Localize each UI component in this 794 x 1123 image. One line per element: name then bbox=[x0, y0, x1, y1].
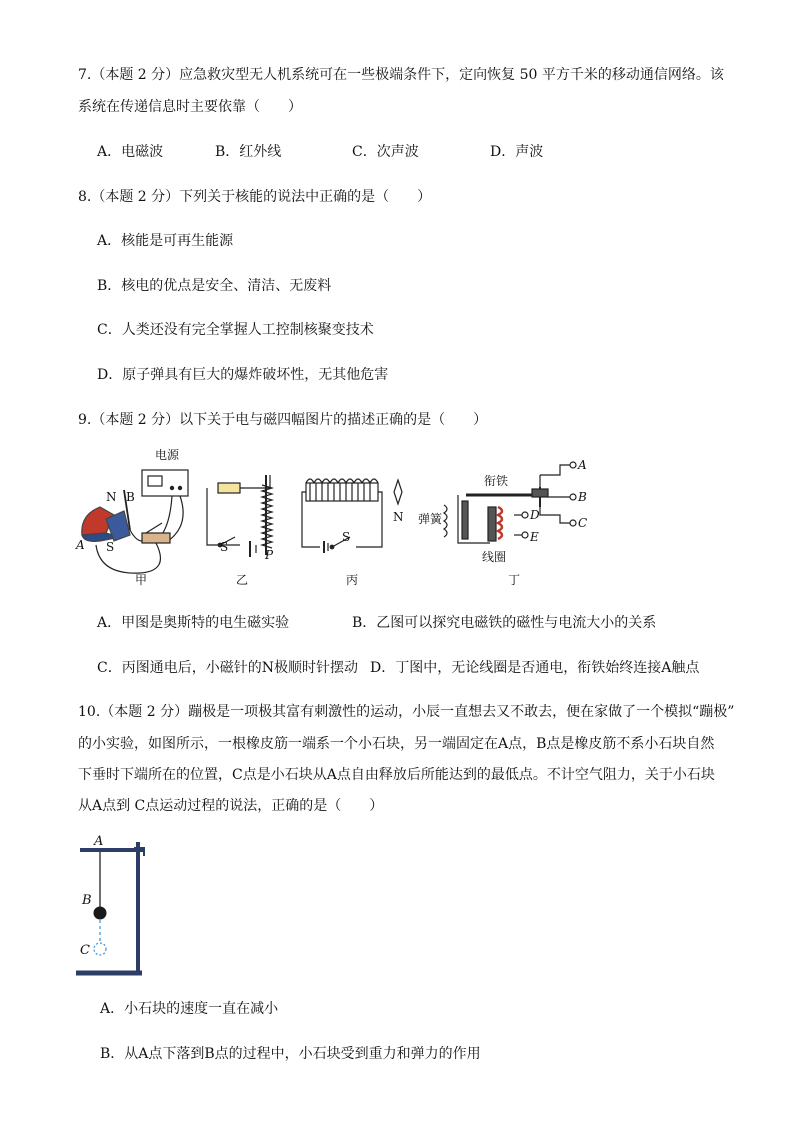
label-cb: B bbox=[578, 490, 587, 504]
q7-option-a: A．电磁波 bbox=[97, 144, 164, 160]
q9-stem: 9.（本题 2 分）以下关于电与磁四幅图片的描述正确的是（ ） bbox=[78, 412, 488, 428]
q9-figure bbox=[70, 445, 600, 595]
q8-option-c: C．人类还没有完全掌握人工控制核聚变技术 bbox=[97, 322, 374, 338]
caption-yi: 乙 bbox=[236, 573, 249, 587]
label-s2: S bbox=[220, 540, 229, 554]
q7-option-b: B．红外线 bbox=[215, 144, 282, 160]
q9-option-d: D．丁图中，无论线圈是否通电，衔铁始终连接A触点 bbox=[370, 660, 700, 676]
label-point-c: C bbox=[80, 943, 90, 958]
label-point-b: B bbox=[82, 893, 92, 908]
q10-bungee-figure bbox=[72, 828, 162, 980]
q9-option-c: C．丙图通电后，小磁针的N极顺时针摆动 bbox=[97, 660, 358, 676]
label-spring: 弹簧 bbox=[418, 512, 443, 526]
q10-stem-line3: 下垂时下端所在的位置，C点是小石块从A点自由释放后所能达到的最低点。不计空气阻力，关于小石块 bbox=[78, 767, 715, 783]
q10-option-b: B．从A点下落到B点的过程中，小石块受到重力和弹力的作用 bbox=[100, 1046, 481, 1062]
label-a: A bbox=[76, 538, 85, 552]
q8-option-b: B．核电的优点是安全、清洁、无废料 bbox=[97, 278, 332, 294]
caption-ding: 丁 bbox=[508, 573, 521, 587]
caption-bing: 丙 bbox=[346, 573, 359, 587]
label-ce: E bbox=[530, 530, 539, 544]
label-b: B bbox=[126, 490, 135, 504]
q8-option-d: D．原子弹具有巨大的爆炸破坏性，无其他危害 bbox=[97, 367, 389, 383]
q10-option-a: A．小石块的速度一直在减小 bbox=[100, 1001, 279, 1017]
q9-option-b: B．乙图可以探究电磁铁的磁性与电流大小的关系 bbox=[352, 615, 657, 631]
q7-stem-line1: 7.（本题 2 分）应急救灾型无人机系统可在一些极端条件下，定向恢复 50 平方千米的移动通信网络。该 bbox=[78, 67, 724, 83]
label-cc: C bbox=[578, 516, 588, 530]
q10-stem-line1: 10.（本题 2 分）蹦极是一项极其富有刺激性的运动，小辰一直想去又不敢去，便在家做了一个模拟“蹦极” bbox=[78, 704, 735, 720]
label-cd: D bbox=[530, 508, 540, 522]
label-p: P bbox=[265, 548, 274, 562]
q7-stem-line2: 系统在传递信息时主要依靠（ ） bbox=[78, 99, 302, 115]
label-s: S bbox=[106, 540, 115, 554]
label-n: N bbox=[106, 490, 117, 504]
q8-stem: 8.（本题 2 分）下列关于核能的说法中正确的是（ ） bbox=[78, 189, 432, 205]
q9-option-a: A．甲图是奥斯特的电生磁实验 bbox=[97, 615, 290, 631]
label-coil: 线圈 bbox=[482, 550, 507, 564]
label-armature: 衔铁 bbox=[484, 474, 509, 488]
label-point-a: A bbox=[94, 834, 104, 849]
q10-stem-line2: 的小实验，如图所示，一根橡皮筋一端系一个小石块，另一端固定在A点，B点是橡皮筋不系小石块自然 bbox=[78, 736, 715, 752]
label-power: 电源 bbox=[155, 448, 180, 462]
q10-stem-line4: 从A点到 C点运动过程的说法，正确的是（ ） bbox=[78, 798, 384, 814]
label-s3: S bbox=[342, 530, 351, 544]
q7-option-c: C．次声波 bbox=[352, 144, 419, 160]
label-n2: N bbox=[393, 510, 404, 524]
caption-jia: 甲 bbox=[135, 573, 148, 587]
q8-option-a: A．核能是可再生能源 bbox=[97, 233, 234, 249]
q7-option-d: D．声波 bbox=[490, 144, 544, 160]
label-ca: A bbox=[578, 458, 587, 472]
